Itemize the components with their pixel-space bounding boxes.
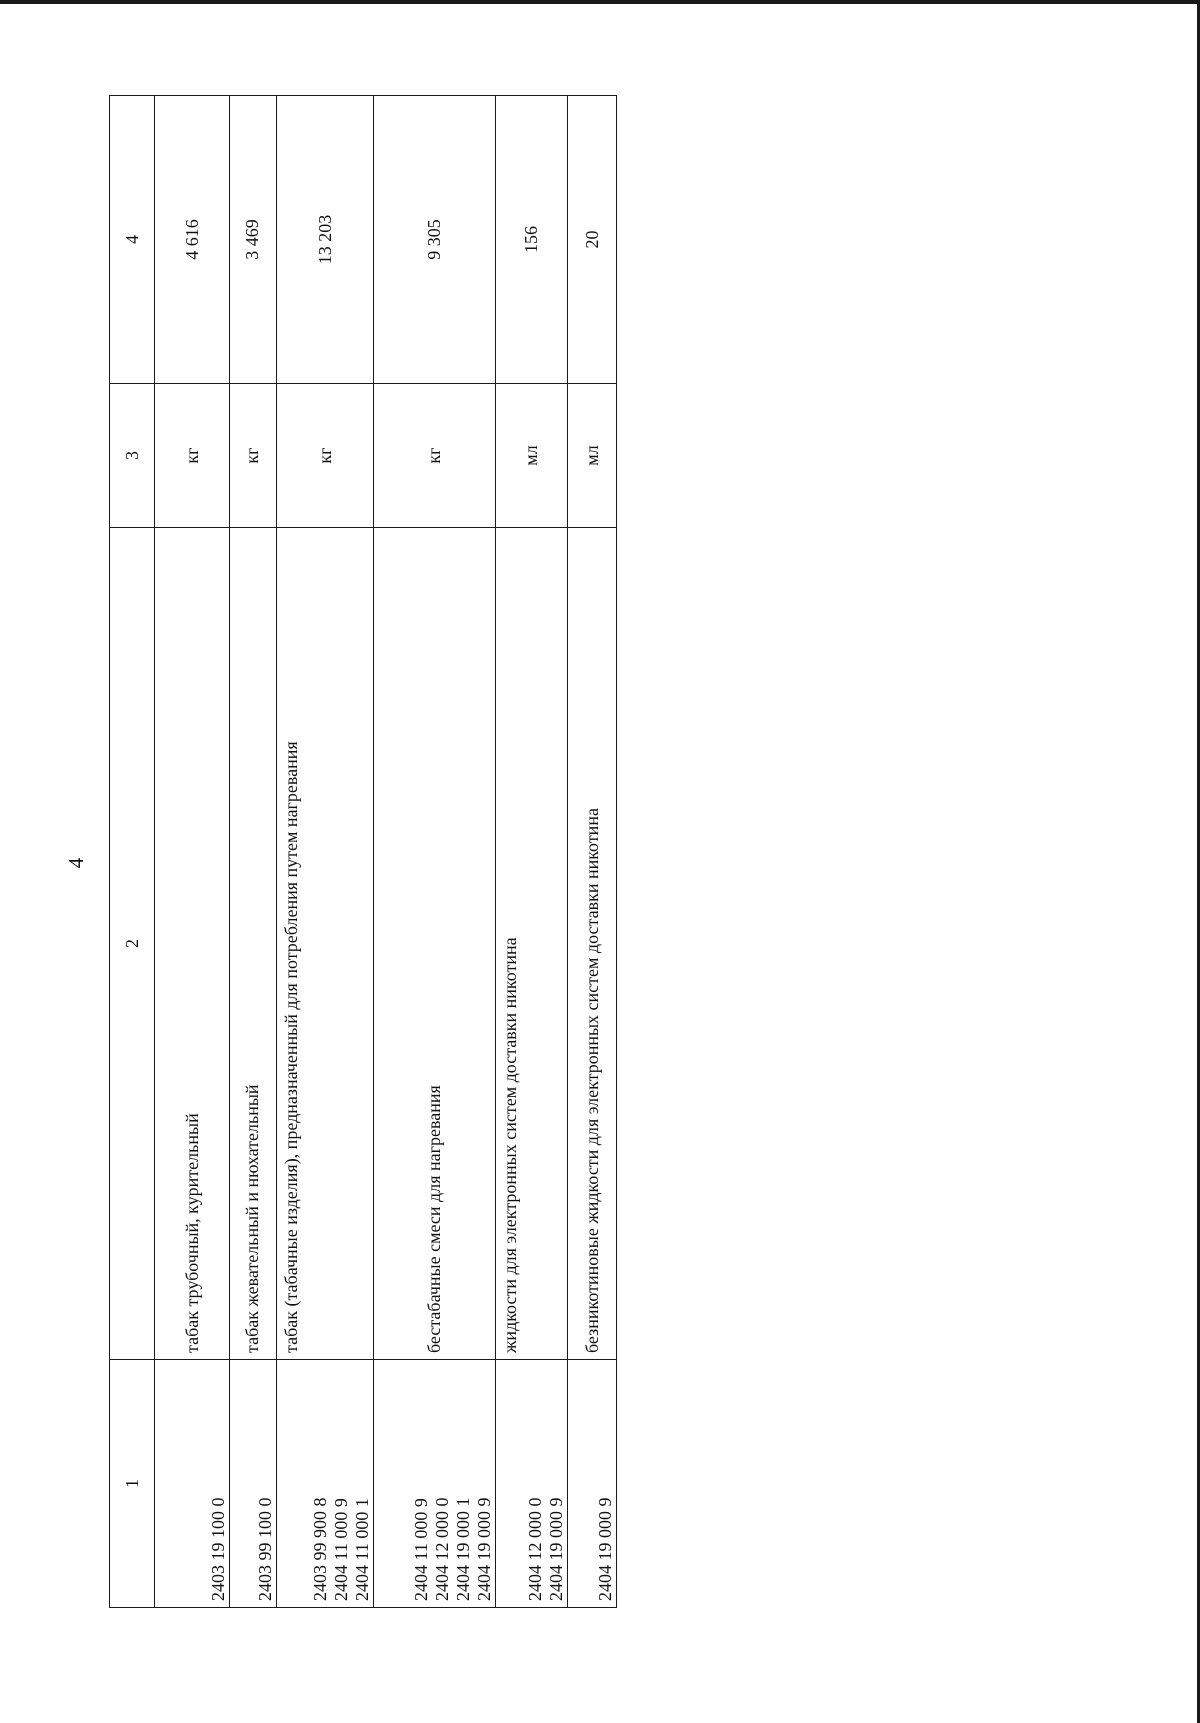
unit-cell: кг (276, 384, 373, 528)
product-code: 2404 11 000 9 (411, 1498, 432, 1601)
value-cell: 20 (568, 96, 617, 384)
product-code: 2404 19 000 1 (453, 1497, 474, 1601)
scan-top-edge (0, 0, 1200, 4)
column-header-1: 1 (110, 1360, 155, 1608)
table-row (496, 96, 568, 1608)
product-code: 2404 12 000 0 (432, 1497, 453, 1601)
code-cell (568, 1360, 617, 1608)
product-code: 2404 19 000 9 (546, 1497, 567, 1601)
rotated-table-frame (109, 96, 617, 1608)
product-name: жидкости для электронных систем доставки никотина (496, 528, 568, 1360)
product-name: табак жевательный и нюхательный (230, 528, 277, 1360)
product-name: табак (табачные изделия), предназначенный для потребления путем нагревания (276, 528, 373, 1360)
value-cell: 156 (496, 96, 568, 384)
code-cell (155, 1360, 230, 1608)
table-row (155, 96, 230, 1608)
table-container (109, 96, 617, 1608)
column-header-4: 4 (110, 96, 155, 384)
unit-cell: кг (155, 384, 230, 528)
product-name: бестабачные смеси для нагревания (374, 528, 496, 1360)
unit-cell: кг (374, 384, 496, 528)
header-row (110, 96, 155, 1608)
product-code: 2404 12 000 0 (525, 1497, 546, 1601)
product-name: табак трубочный, курительный (155, 528, 230, 1360)
table-row (230, 96, 277, 1608)
value-cell: 4 616 (155, 96, 230, 384)
code-cell (496, 1360, 568, 1608)
page-number: 4 (64, 857, 88, 869)
code-cell (374, 1360, 496, 1608)
value-cell: 13 203 (276, 96, 373, 384)
table-row (568, 96, 617, 1608)
value-cell: 3 469 (230, 96, 277, 384)
product-code: 2404 11 000 9 (331, 1498, 352, 1601)
unit-cell: мл (568, 384, 617, 528)
table-row (374, 96, 496, 1608)
tariff-table (109, 95, 617, 1608)
product-code: 2403 19 100 0 (208, 1497, 229, 1601)
value-cell: 9 305 (374, 96, 496, 384)
product-code: 2403 99 100 0 (254, 1497, 275, 1601)
unit-cell: кг (230, 384, 277, 528)
unit-cell: мл (496, 384, 568, 528)
product-code: 2404 19 000 9 (595, 1497, 615, 1601)
product-name: безникотиновые жидкости для электронных систем доставки никотина (568, 528, 617, 1360)
product-code: 2403 99 900 8 (310, 1497, 331, 1601)
product-code: 2404 19 000 9 (474, 1497, 495, 1601)
column-header-3: 3 (110, 384, 155, 528)
code-cell (230, 1360, 277, 1608)
product-code: 2404 11 000 1 (352, 1498, 373, 1601)
table-row (276, 96, 373, 1608)
column-header-2: 2 (110, 528, 155, 1360)
code-cell (276, 1360, 373, 1608)
